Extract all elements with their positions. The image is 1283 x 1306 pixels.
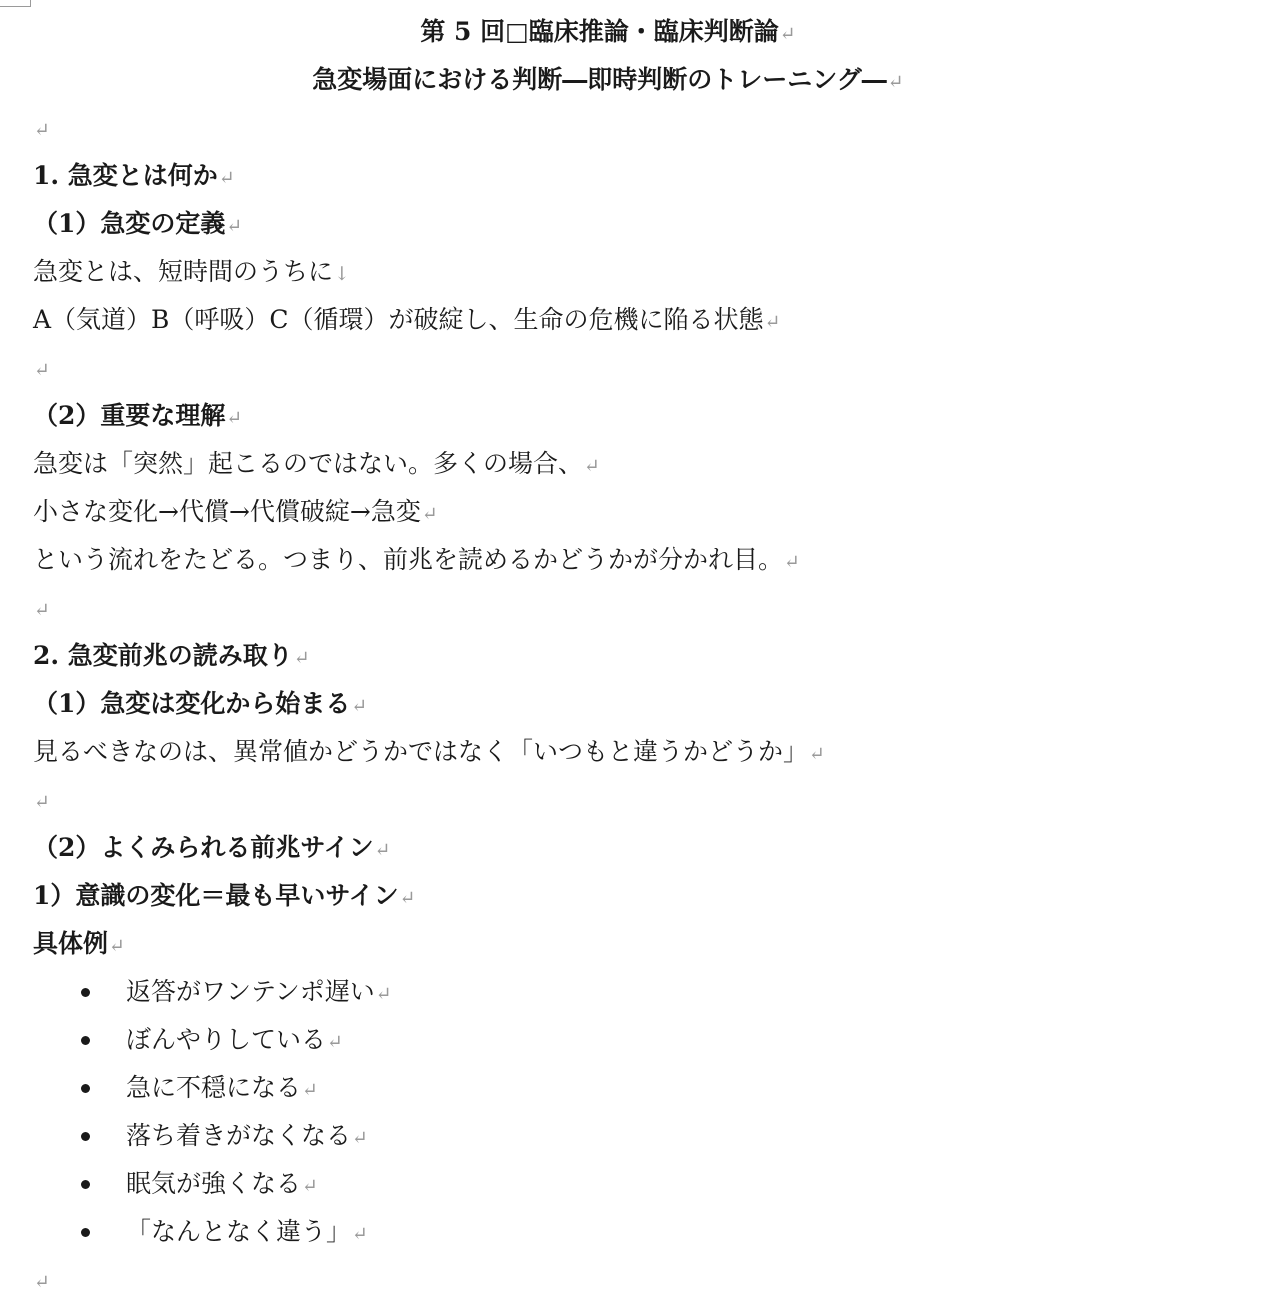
examples-label-text: 具体例 [33,929,109,958]
paragraph-mark: ↵ [34,359,50,381]
empty-paragraph [33,104,1263,152]
paragraph-mark: ↵ [109,935,125,957]
title-text: 第 5 回□臨床推論・臨床判断論 [420,17,779,46]
section-2-heading-text: 2. 急変前兆の読み取り [33,641,293,670]
body-line [33,488,1263,536]
section-2-2-heading-text: （2）よくみられる前兆サイン [33,833,374,862]
paragraph-mark: ↵ [34,1271,50,1293]
section-1-1-heading [33,200,1263,248]
body-line [33,536,1263,584]
section-1-1-heading-text: （1）急変の定義 [33,209,226,238]
list-item [33,1160,1263,1208]
body-line [33,728,1263,776]
paragraph-mark: ↵ [374,839,391,861]
section-2-1-heading-text: （1）急変は変化から始まる [33,689,351,718]
body-text: 急変は「突然」起こるのではない。多くの場合、 [33,449,584,478]
bullet-icon [81,1132,90,1141]
body-text: 小さな変化→代償→代償破綻→急変 [33,497,421,526]
paragraph-mark: ↵ [352,1127,368,1149]
list-item [33,1208,1263,1256]
body-text: A（気道）B（呼吸）C（循環）が破綻し、生命の危機に陥る状態 [33,305,764,334]
empty-paragraph [33,776,1263,824]
page-corner-mark [0,0,31,7]
list-item-text: 「なんとなく違う」 [126,1217,352,1246]
paragraph-mark: ↵ [34,599,50,621]
paragraph-mark: ↵ [327,1031,343,1053]
paragraph-mark: ↵ [218,167,235,189]
section-2-2-heading [33,824,1263,872]
paragraph-mark: ↵ [399,887,416,909]
paragraph-mark: ↵ [34,791,50,813]
paragraph-mark: ↵ [779,23,796,45]
section-1-2-heading [33,392,1263,440]
paragraph-mark: ↵ [887,71,904,93]
list-item-text: 眠気が強くなる [126,1169,302,1198]
bullet-icon [81,988,90,997]
bullet-icon [81,1036,90,1045]
list-item-text: 返答がワンテンポ遅い [126,977,375,1006]
body-text: 見るべきなのは、異常値かどうかではなく「いつもと違うかどうか」 [33,737,809,766]
list-item-text: 落ち着きがなくなる [126,1121,352,1150]
examples-label [33,920,1263,968]
paragraph-mark: ↵ [375,983,392,1005]
paragraph-mark: ↵ [302,1079,318,1101]
body-line [33,296,1263,344]
paragraph-mark: ↵ [584,455,600,477]
empty-paragraph [33,344,1263,392]
paragraph-mark: ↵ [351,695,368,717]
section-1-heading-text: 1. 急変とは何か [33,161,218,190]
section-2-heading [33,632,1263,680]
section-1-2-heading-text: （2）重要な理解 [33,401,226,430]
section-1-heading [33,152,1263,200]
bullet-icon [81,1180,90,1189]
body-line [33,248,1263,296]
document-page [33,8,1263,1304]
paragraph-mark: ↵ [34,119,50,141]
body-text: という流れをたどる。つまり、前兆を読めるかどうかが分かれ目。 [33,545,784,574]
document-title [33,8,1263,56]
list-item-text: ぼんやりしている [126,1025,327,1054]
bullet-icon [81,1228,90,1237]
paragraph-mark: ↵ [784,551,800,573]
paragraph-mark: ↵ [293,647,310,669]
paragraph-mark: ↵ [226,407,243,429]
paragraph-mark: ↵ [226,215,243,237]
paragraph-mark: ↵ [352,1223,368,1245]
bullet-icon [81,1084,90,1093]
paragraph-mark: ↵ [302,1175,318,1197]
body-line [33,440,1263,488]
subtitle-text: 急変場面における判断―即時判断のトレーニング― [312,65,887,94]
body-text: 急変とは、短時間のうちに [33,257,334,286]
list-item [33,1112,1263,1160]
item-1-heading [33,872,1263,920]
list-item [33,1064,1263,1112]
paragraph-mark: ↵ [421,503,438,525]
paragraph-mark: ↵ [809,743,825,765]
example-bullet-list [33,968,1263,1256]
item-1-heading-text: 1）意識の変化＝最も早いサイン [33,881,399,910]
empty-paragraph [33,1256,1263,1304]
empty-paragraph [33,584,1263,632]
document-subtitle [33,56,1263,104]
paragraph-mark: ↵ [764,311,781,333]
section-2-1-heading [33,680,1263,728]
list-item [33,968,1263,1016]
line-break-mark: ↓ [334,263,350,285]
list-item [33,1016,1263,1064]
list-item-text: 急に不穏になる [126,1073,302,1102]
